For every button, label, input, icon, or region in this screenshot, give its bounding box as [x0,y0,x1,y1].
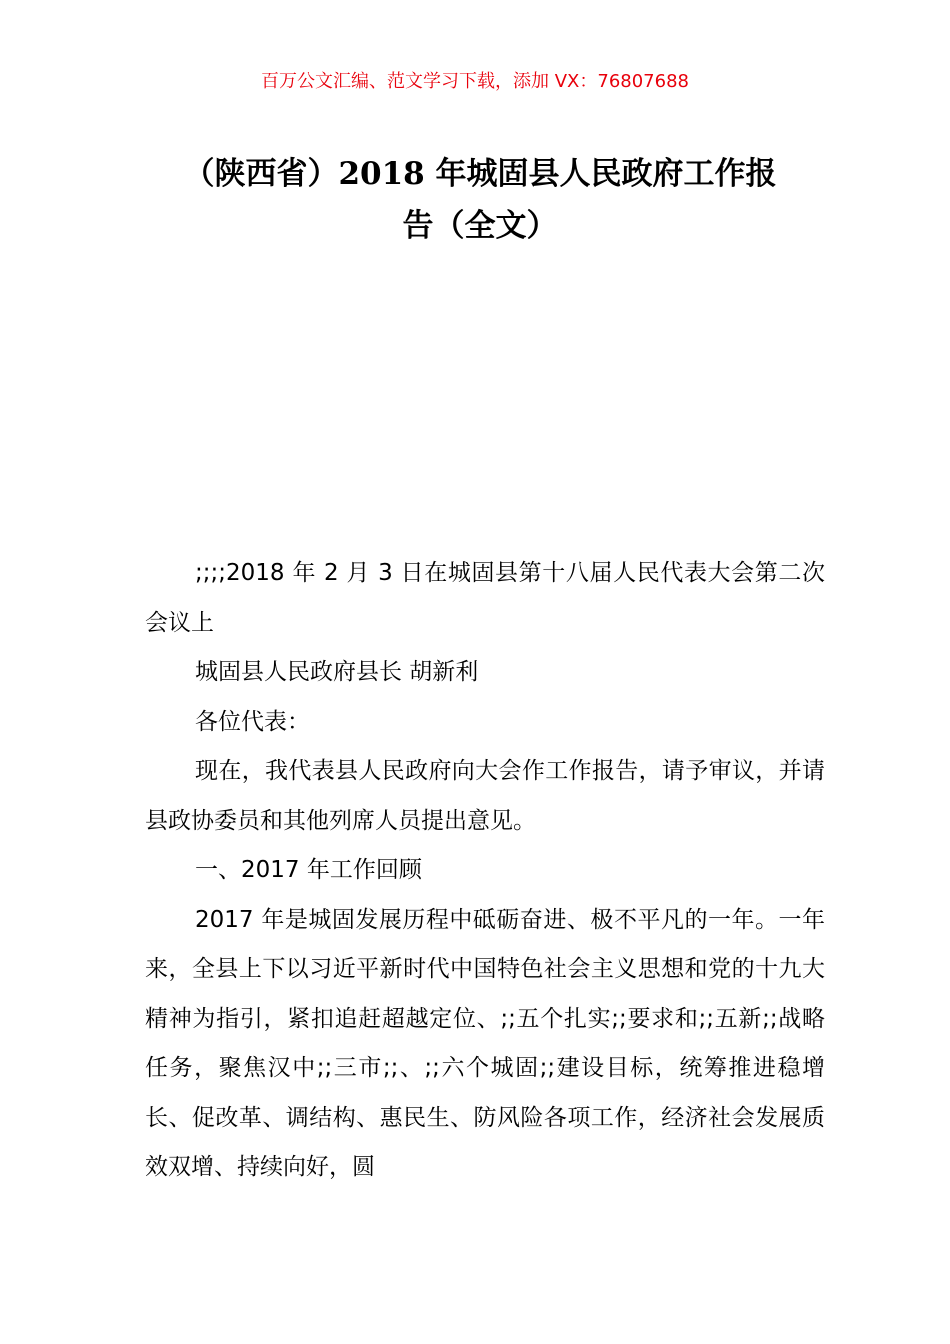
section-heading: 一、2017 年工作回顾 [195,857,422,883]
header-promo-note: 百万公文汇编、范文学习下载，添加 VX：76807688 [261,71,689,92]
salutation-paragraph: 各位代表： [195,708,310,735]
document-title [150,148,810,252]
speaker-paragraph: 城固县人民政府县长 胡新利 [195,659,479,685]
document-title-line-1: （陕西省）2018 年城固县人民政府工作报 [183,156,777,192]
document-body [145,549,825,1193]
review-paragraph: 2017 年是城固发展历程中砥砺奋进、极不平凡的一年。一年来，全县上下以习近平新时代中国特色社会主义思想和党的十九大精神为指引，紧扣追赶超越定位、;;五个扎实;;要求和;;五新;;战略任务，聚焦汉中;;三市;;、;;六个城固;;建设目标，统筹推进稳增长、促改革、调结构、惠民生、防风险各项工作，经济社会发展质效双增、持续向好，圆 [145,906,825,1180]
meeting-info-paragraph: ;;;;2018 年 2 月 3 日在城固县第十八届人民代表大会第二次会议上 [145,560,825,636]
intro-paragraph: 现在，我代表县人民政府向大会作工作报告，请予审议，并请县政协委员和其他列席人员提出意见。 [145,758,825,834]
document-title-line-2: 告（全文） [402,208,558,244]
